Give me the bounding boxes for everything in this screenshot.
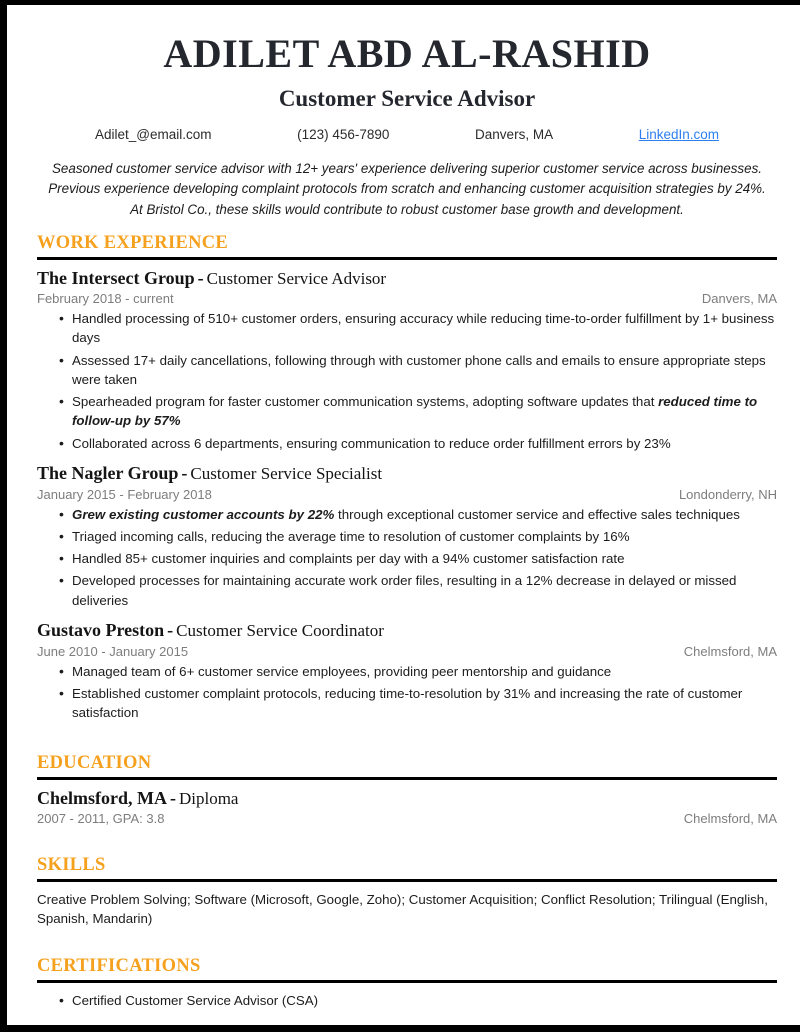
- skills-text: Creative Problem Solving; Software (Microsoft, Google, Zoho); Customer Acquisition; Conflict Resolution; Trilingual (English, Spanish, Mandarin): [37, 891, 768, 927]
- bullet-post: Established customer complaint protocols, reducing time-to-resolution by 31% and increasing the rate of customer satisfaction: [72, 685, 743, 721]
- certifications-bullets: [37, 991, 777, 1010]
- bullet-post: Managed team of 6+ customer service employees, providing peer mentorship and guidance: [72, 663, 612, 679]
- section-divider: [37, 980, 777, 983]
- bullet-item: [37, 392, 777, 431]
- section-divider: [37, 257, 777, 260]
- work-entry-separator: -: [181, 463, 188, 483]
- contact-phone: (123) 456-7890: [297, 127, 390, 142]
- education-entry: [37, 788, 777, 827]
- page-title: ADILET ABD AL-RASHID: [163, 31, 651, 76]
- section-title-education: EDUCATION: [37, 753, 152, 774]
- section-education: [37, 754, 777, 826]
- contact-linkedin-link[interactable]: LinkedIn.com: [638, 127, 719, 142]
- section-title-work-experience: WORK EXPERIENCE: [37, 233, 229, 254]
- work-entry-company: The Intersect Group: [37, 267, 195, 288]
- bullet-item: [37, 684, 777, 723]
- section-certifications: [37, 957, 777, 1010]
- bullet-item: [37, 351, 777, 390]
- bullet-item: [37, 505, 777, 524]
- section-divider: [37, 777, 777, 780]
- work-entry-role: Customer Service Advisor: [206, 268, 387, 288]
- contact-email: Adilet_@email.com: [95, 127, 212, 142]
- education-entry-heading: [37, 788, 777, 810]
- bullet-post: through exceptional customer service and effective sales techniques: [334, 506, 740, 522]
- section-divider: [37, 879, 777, 882]
- section-title-certifications: CERTIFICATIONS: [37, 956, 201, 977]
- work-entry-separator: -: [197, 267, 204, 288]
- section-work-experience: [37, 234, 777, 722]
- work-entry-meta: [37, 487, 777, 502]
- bullet-item: [37, 434, 777, 453]
- work-entry-heading: [37, 268, 777, 290]
- bullet-item: [37, 527, 777, 546]
- bullet-item: [37, 571, 777, 610]
- work-entry-bullets: [37, 662, 777, 723]
- work-entry-dates: January 2015 - February 2018: [37, 486, 212, 502]
- education-entry-location: Chelmsford, MA: [683, 811, 777, 827]
- education-entry-school: Chelmsford, MA: [37, 787, 167, 808]
- bullet-post: Handled processing of 510+ customer orders, ensuring accuracy while reducing time-to-order fulfillment by 1+ business days: [72, 311, 775, 346]
- bullet-post: Triaged incoming calls, reducing the average time to resolution of customer complaints by 16%: [72, 528, 630, 544]
- bullet-emphasis: reduced time to follow-up by 57%: [72, 394, 758, 429]
- bullet-pre: Spearheaded program for faster customer communication systems, adopting software updates that: [72, 394, 659, 410]
- work-entry-location: Londonderry, NH: [678, 486, 777, 502]
- header-subtitle: Customer Service Advisor: [278, 86, 536, 111]
- work-entry: [37, 463, 777, 610]
- bullet-post: Collaborated across 6 departments, ensuring communication to reduce order fulfillment errors by 23%: [72, 435, 671, 451]
- work-entry: [37, 268, 777, 453]
- education-entry-dates: 2007 - 2011, GPA: 3.8: [37, 811, 165, 827]
- contact-location: Danvers, MA: [475, 127, 554, 142]
- work-entry-role: Customer Service Specialist: [190, 464, 383, 483]
- work-entry-company: The Nagler Group: [37, 463, 179, 483]
- work-entry-heading: [37, 620, 777, 642]
- work-entry-bullets: [37, 309, 777, 453]
- work-entry-location: Chelmsford, MA: [683, 643, 777, 659]
- bullet-post: Handled 85+ customer inquiries and complaints per day with a 94% customer satisfaction rate: [72, 551, 625, 567]
- section-title-skills: SKILLS: [37, 855, 106, 876]
- resume-page: [7, 5, 800, 1025]
- bullet-emphasis: Grew existing customer accounts by 22%: [72, 506, 335, 522]
- work-entry-bullets: [37, 505, 777, 610]
- professional-summary: Seasoned customer service advisor with 12+ years' experience delivering superior customer service across businesses. Previous experience developing complaint protocols from scratch and enhancing customer acquisition strategies by 24%. At Bristol Co., these skills would contribute to robust customer base growth and development.: [48, 161, 766, 217]
- work-entry-heading: [37, 463, 777, 485]
- resume-header: [37, 31, 777, 142]
- work-entry-meta: [37, 291, 777, 306]
- work-entry-separator: -: [167, 619, 174, 640]
- work-entry: [37, 620, 777, 722]
- education-entry-meta: [37, 811, 777, 826]
- work-entry-dates: June 2010 - January 2015: [37, 643, 189, 659]
- work-entry-role: Customer Service Coordinator: [176, 620, 384, 640]
- bullet-post: Developed processes for maintaining accurate work order files, resulting in a 12% decrease in delayed or missed deliveries: [72, 573, 737, 608]
- work-entry-dates: February 2018 - current: [37, 291, 174, 307]
- contact-row: [95, 127, 719, 142]
- work-entry-meta: [37, 644, 777, 659]
- bullet-item: [37, 662, 777, 681]
- education-entry-degree: Diploma: [178, 788, 239, 808]
- bullet-item: • Certified Customer Service Advisor (CSA): [37, 991, 777, 1010]
- work-entry-location: Danvers, MA: [701, 291, 777, 307]
- bullet-post: Assessed 17+ daily cancellations, following through with customer phone calls and emails to ensure appropriate steps were taken: [72, 352, 766, 387]
- section-skills: [37, 856, 777, 929]
- bullet-item: [37, 549, 777, 568]
- bullet-item: [37, 309, 777, 348]
- work-entry-company: Gustavo Preston: [37, 619, 165, 640]
- education-entry-separator: -: [169, 787, 176, 808]
